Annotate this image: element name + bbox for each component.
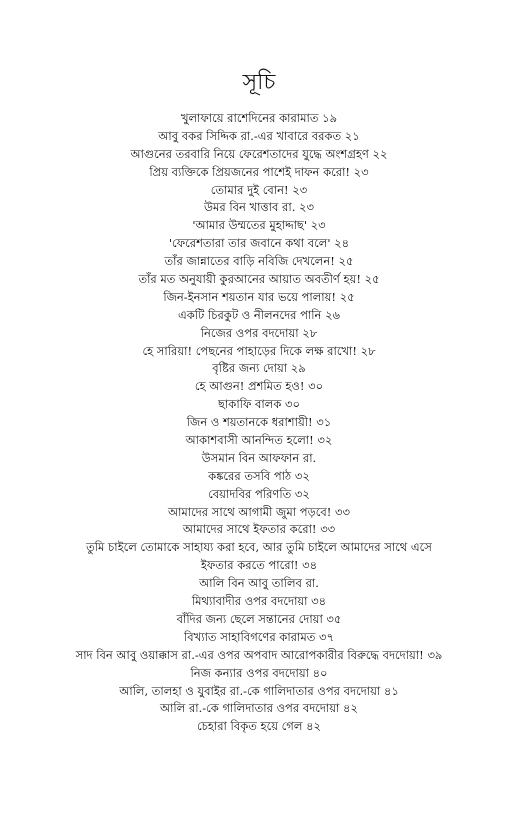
toc-entry: আলি বিন আবু তালিব রা.: [199, 576, 319, 591]
toc-entry: একটি চিরকুট ও নীলনদের পানি ২৬: [177, 307, 341, 322]
page-title: সূচি: [242, 70, 276, 95]
toc-entry: আকাশবাসী আনন্দিত হলো! ৩২: [185, 433, 333, 448]
toc-entry: বাঁদির জন্য ছেলে সন্তানের দোয়া ৩৫: [176, 611, 342, 626]
toc-entry: উমর বিন খাত্তাব রা. ২৩: [204, 200, 314, 215]
toc-entry: তাঁর মত অনুযায়ী কুরআনের আয়াত অবতীর্ণ হয়! ২৫: [138, 272, 380, 287]
toc-entry: ছাকাফি বালক ৩০: [218, 397, 300, 412]
toc-entry: আলি রা.-কে গালিদাতার ওপর বদদোয়া ৪২: [160, 701, 358, 716]
toc-entry: আমাদের সাথে আগামী জুমা পড়বে! ৩৩: [168, 504, 350, 519]
toc-entry: মিথ্যাবাদীর ওপর বদদোয়া ৩৪: [191, 594, 327, 609]
toc-entry: বিখ্যাত সাহাবিগণের কারামত ৩৭: [184, 629, 334, 644]
toc-entry: হে আগুন! প্রশমিত হও! ৩০: [194, 379, 324, 394]
toc-entry: চেহারা বিকৃত হয়ে গেল ৪২: [196, 719, 322, 734]
toc-entry: নিজ কন্যার ওপর বদদোয়া ৪০: [190, 665, 328, 680]
toc-entry: বেয়াদবির পরিণতি ৩২: [208, 486, 310, 501]
toc-entry: আগুনের তরবারি নিয়ে ফেরেশতাদের যুদ্ধে অংশগ্রহণ ২২: [130, 146, 388, 161]
toc-entry: তাঁর জান্নাতের বাড়ি নবিজি দেখলেন! ২৫: [164, 254, 354, 269]
toc-entry: উসমান বিন আফফান রা.: [201, 450, 317, 465]
toc-entry: জিন-ইনসান শয়তান যার ভয়ে পালায়! ২৫: [163, 289, 355, 304]
toc-entry: জিন ও শয়তানকে ধরাশায়ী! ৩১: [186, 415, 332, 430]
toc-entry: 'ফেরেশতারা তার জবানে কথা বলে' ২৪: [168, 236, 350, 251]
toc-entry: প্রিয় ব্যক্তিকে প্রিয়জনের পাশেই দাফন করো! ২৩: [149, 164, 369, 179]
toc-entry: তোমার দুই বোন! ২৩: [210, 182, 308, 197]
toc-entry: খুলাফায়ে রাশেদিনের কারামাত ১৯: [180, 111, 338, 125]
toc-entry: আবু বকর সিদ্দিক রা.-এর খাবারে বরকত ২১: [158, 128, 360, 143]
toc-entry: নিজের ওপর বদদোয়া ২৮: [200, 325, 318, 340]
toc-entry: আমাদের সাথে ইফতার করো! ৩৩: [182, 522, 336, 537]
table-of-contents: [20, 110, 498, 736]
toc-entry: সাদ বিন আবু ওয়াক্কাস রা.-এর ওপর অপবাদ আরোপকারীর বিরুদ্ধে বদদোয়া! ৩৯: [75, 647, 443, 662]
toc-entry: বৃষ্টির জন্য দোয়া ২৯: [212, 361, 306, 376]
toc-entry: হে সারিয়া! পেছনের পাহাড়ের দিকে লক্ষ রাখো! ২৮: [142, 343, 376, 358]
toc-entry: আলি, তালহা ও যুবাইর রা.-কে গালিদাতার ওপর বদদোয়া ৪১: [119, 683, 399, 698]
toc-entry: 'আমার উম্মতের মুহাদ্দাছ' ২৩: [192, 218, 326, 233]
toc-entry: কঙ্করের তসবি পাঠ ৩২: [208, 468, 310, 483]
toc-entry: তুমি চাইলে তোমাকে সাহায্য করা হবে, আর তুমি চাইলে আমাদের সাথে এসে: [86, 540, 432, 555]
toc-entry: ইফতার করতে পারো! ৩৪: [200, 558, 318, 573]
